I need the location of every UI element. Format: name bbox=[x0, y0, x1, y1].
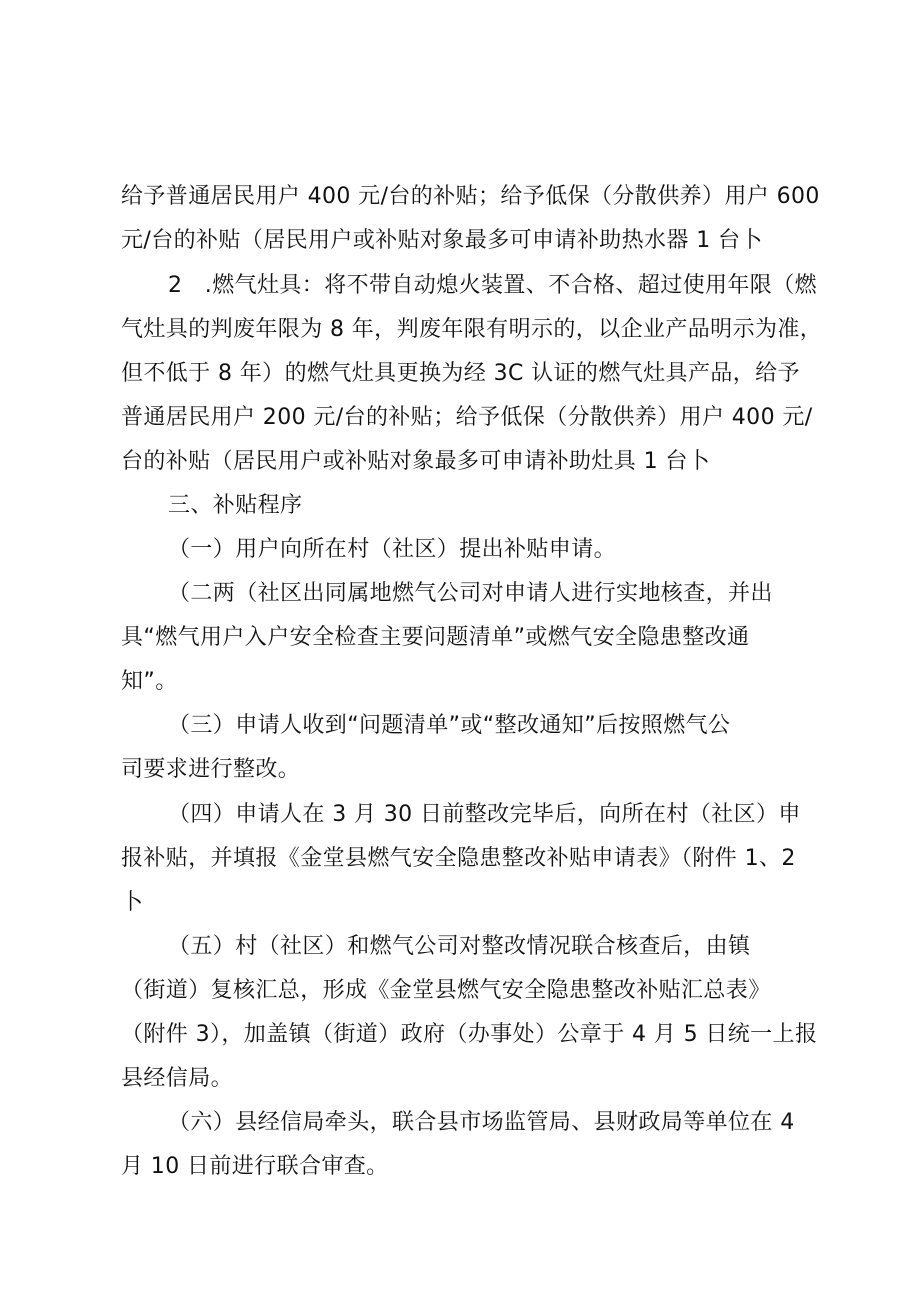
text-line: 卜 bbox=[121, 890, 144, 915]
text-line: 县经信局。 bbox=[121, 1066, 234, 1091]
text-line: 台的补贴（居民用户或补贴对象最多可申请补助灶具 1 台卜 bbox=[121, 449, 711, 474]
text-line: 元/台的补贴（居民用户或补贴对象最多可申请补助热水器 1 台卜 bbox=[121, 228, 763, 253]
procedure-step-3: （三）申请人收到“问题清单”或“整改通知”后按照燃气公 bbox=[168, 713, 731, 738]
text-line: （附件 3），加盖镇（街道）政府（办事处）公章于 4 月 5 日统一上报 bbox=[121, 1022, 818, 1047]
text-line: 知”。 bbox=[121, 669, 178, 694]
procedure-step-2: （二两（社区出同属地燃气公司对申请人进行实地核查，并出 bbox=[168, 581, 773, 606]
section-heading: 三、补贴程序 bbox=[168, 493, 303, 518]
text-line: （街道）复核汇总，形成《金堂县燃气安全隐患整改补贴汇总表》 bbox=[121, 978, 771, 1003]
list-item-gas-stove: 2 .燃气灶具：将不带自动熄火装置、不合格、超过使用年限（燃 bbox=[168, 273, 817, 298]
procedure-step-1: （一）用户向所在村（社区）提出补贴申请。 bbox=[168, 537, 617, 562]
text-line: 司要求进行整改。 bbox=[121, 757, 301, 782]
procedure-step-6: （六）县经信局牵头，联合县市场监管局、县财政局等单位在 4 bbox=[168, 1110, 795, 1135]
text-line: 给予普通居民用户 400 元/台的补贴；给予低保（分散供养）用户 600 bbox=[121, 184, 820, 209]
text-line: 但不低于 8 年）的燃气灶具更换为经 3C 认证的燃气灶具产品，给予 bbox=[121, 361, 800, 386]
text-line: 普通居民用户 200 元/台的补贴；给予低保（分散供养）用户 400 元/ bbox=[121, 405, 813, 430]
text-line: 月 10 日前进行联合审查。 bbox=[121, 1154, 389, 1179]
text-line: 气灶具的判废年限为 8 年，判废年限有明示的，以企业产品明示为准， bbox=[121, 317, 823, 342]
procedure-step-5: （五）村（社区）和燃气公司对整改情况联合核查后，由镇 bbox=[168, 934, 751, 959]
text-line: 报补贴，并填报《金堂县燃气安全隐患整改补贴申请表》（附件 1、2 bbox=[121, 846, 796, 871]
procedure-step-4: （四）申请人在 3 月 30 日前整改完毕后，向所在村（社区）申 bbox=[168, 802, 801, 827]
text-line: 具“燃气用户入户安全检查主要问题清单”或燃气安全隐患整改通 bbox=[121, 625, 750, 650]
